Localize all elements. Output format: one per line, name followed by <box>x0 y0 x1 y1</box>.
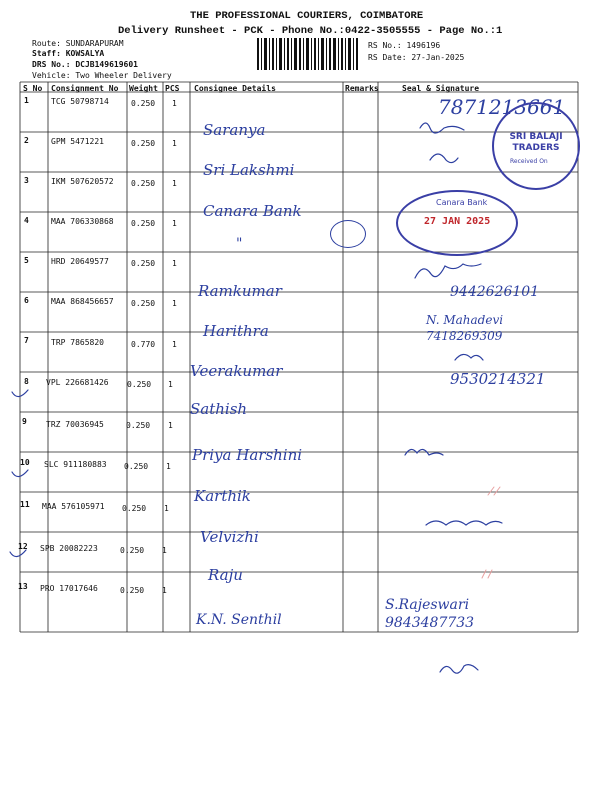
row-sno: 5 <box>24 256 29 265</box>
row-consignment: TRZ 70036945 <box>46 420 104 429</box>
row-signature: 9442626101 <box>450 284 540 300</box>
row-consignment: MAA 868456657 <box>51 297 114 306</box>
row-consignee: Priya Harshini <box>192 446 303 464</box>
row-weight: 0.250 <box>124 462 149 471</box>
col-weight: Weight <box>129 84 158 93</box>
row-consignee: Canara Bank <box>203 202 302 220</box>
row-sno: 12 <box>18 542 28 551</box>
row-sno: 8 <box>24 377 29 386</box>
row-weight: 0.250 <box>131 299 156 308</box>
row-pcs: 1 <box>168 421 173 430</box>
row-consignment: PRO 17017646 <box>40 584 98 593</box>
rs-number: RS No.: 1496196 <box>368 41 441 50</box>
row-pcs: 1 <box>172 99 177 108</box>
row-consignment: TCG 50798714 <box>51 97 109 106</box>
row-weight: 0.250 <box>131 259 156 268</box>
row-weight: 0.250 <box>131 139 156 148</box>
row-sno: 13 <box>18 582 28 591</box>
row-sno: 11 <box>20 500 30 509</box>
row-pcs: 1 <box>172 259 177 268</box>
col-consignee: Consignee Details <box>194 84 276 93</box>
sri-balaji-stamp-text: SRI BALAJI TRADERS <box>509 132 563 153</box>
row-signature: N. Mahadevi 7418269309 <box>426 313 504 343</box>
row-consignee: " <box>236 236 243 252</box>
row-pcs: 1 <box>162 586 167 595</box>
row-consignee: Sri Lakshmi <box>203 161 295 179</box>
row-sno: 3 <box>24 176 29 185</box>
row-consignment: SLC 911180883 <box>44 460 107 469</box>
row-weight: 0.770 <box>131 340 156 349</box>
row-signature: 7871213661 <box>438 95 566 119</box>
col-sno: S No <box>23 84 43 93</box>
row-pcs: 1 <box>172 219 177 228</box>
col-remarks: Remarks <box>345 84 379 93</box>
row-sno: 10 <box>20 458 30 467</box>
runsheet-subtitle: Delivery Runsheet - PCK - Phone No.:0422-3505555 - Page No.:1 <box>118 25 503 37</box>
row-consignment: IKM 507620572 <box>51 177 114 186</box>
row-sno: 9 <box>22 417 27 426</box>
row-consignee: Saranya <box>203 121 266 139</box>
sri-balaji-received-text: Received On <box>510 158 548 165</box>
row-consignment: MAA 706330868 <box>51 217 114 226</box>
row-consignee: Sathish <box>190 400 248 418</box>
row-consignment: VPL 226681426 <box>46 378 109 387</box>
canara-bank-stamp-date: 27 JAN 2025 <box>424 216 491 227</box>
row-weight: 0.250 <box>131 219 156 228</box>
row-consignee: Karthik <box>194 487 251 505</box>
row-weight: 0.250 <box>131 179 156 188</box>
vehicle-label: Vehicle: Two Wheeler Delivery <box>32 71 172 80</box>
company-name: THE PROFESSIONAL COURIERS, COIMBATORE <box>190 10 424 22</box>
route-label: Route: SUNDARAPURAM <box>32 39 124 48</box>
row-weight: 0.250 <box>126 421 151 430</box>
row-pcs: 1 <box>172 139 177 148</box>
row-weight: 0.250 <box>122 504 147 513</box>
col-pcs: PCS <box>165 84 180 93</box>
row-sno: 7 <box>24 336 29 345</box>
row-consignment: GPM 5471221 <box>51 137 104 146</box>
row-sno: 1 <box>24 96 29 105</box>
row-consignment: SPB 20082223 <box>40 544 98 553</box>
col-signature: Seal & Signature <box>402 84 480 93</box>
row-sno: 2 <box>24 136 29 145</box>
row-pcs: 1 <box>172 340 177 349</box>
row-consignment: HRD 20649577 <box>51 257 109 266</box>
staff-label: Staff: KOWSALYA <box>32 49 105 58</box>
row-consignee: Veerakumar <box>190 362 283 380</box>
row-signature: S.Rajeswari 9843487733 <box>385 597 475 631</box>
row-weight: 0.250 <box>127 380 152 389</box>
row-sno: 4 <box>24 216 29 225</box>
row-pcs: 1 <box>164 504 169 513</box>
row-signature: 9530214321 <box>450 370 546 388</box>
col-consignment: Consignment No <box>51 84 119 93</box>
row-pcs: 1 <box>172 299 177 308</box>
rs-date: RS Date: 27-Jan-2025 <box>368 53 465 62</box>
row-consignee: K.N. Senthil <box>196 612 282 628</box>
row-consignee: Velvizhi <box>200 528 259 546</box>
canara-bank-stamp-name: Canara Bank <box>436 198 488 207</box>
drs-label: DRS No.: DCJB149619601 <box>32 60 138 69</box>
row-weight: 0.250 <box>120 586 145 595</box>
row-consignment: MAA 576105971 <box>42 502 105 511</box>
row-sno: 6 <box>24 296 29 305</box>
row-weight: 0.250 <box>120 546 145 555</box>
row-pcs: 1 <box>162 546 167 555</box>
row-consignment: TRP 7865820 <box>51 338 104 347</box>
row-weight: 0.250 <box>131 99 156 108</box>
row-pcs: 1 <box>166 462 171 471</box>
row-pcs: 1 <box>172 179 177 188</box>
row-consignee: Harithra <box>203 322 269 340</box>
row-consignee: Ramkumar <box>198 282 282 300</box>
row-consignee: Raju <box>208 566 243 584</box>
row-pcs: 1 <box>168 380 173 389</box>
